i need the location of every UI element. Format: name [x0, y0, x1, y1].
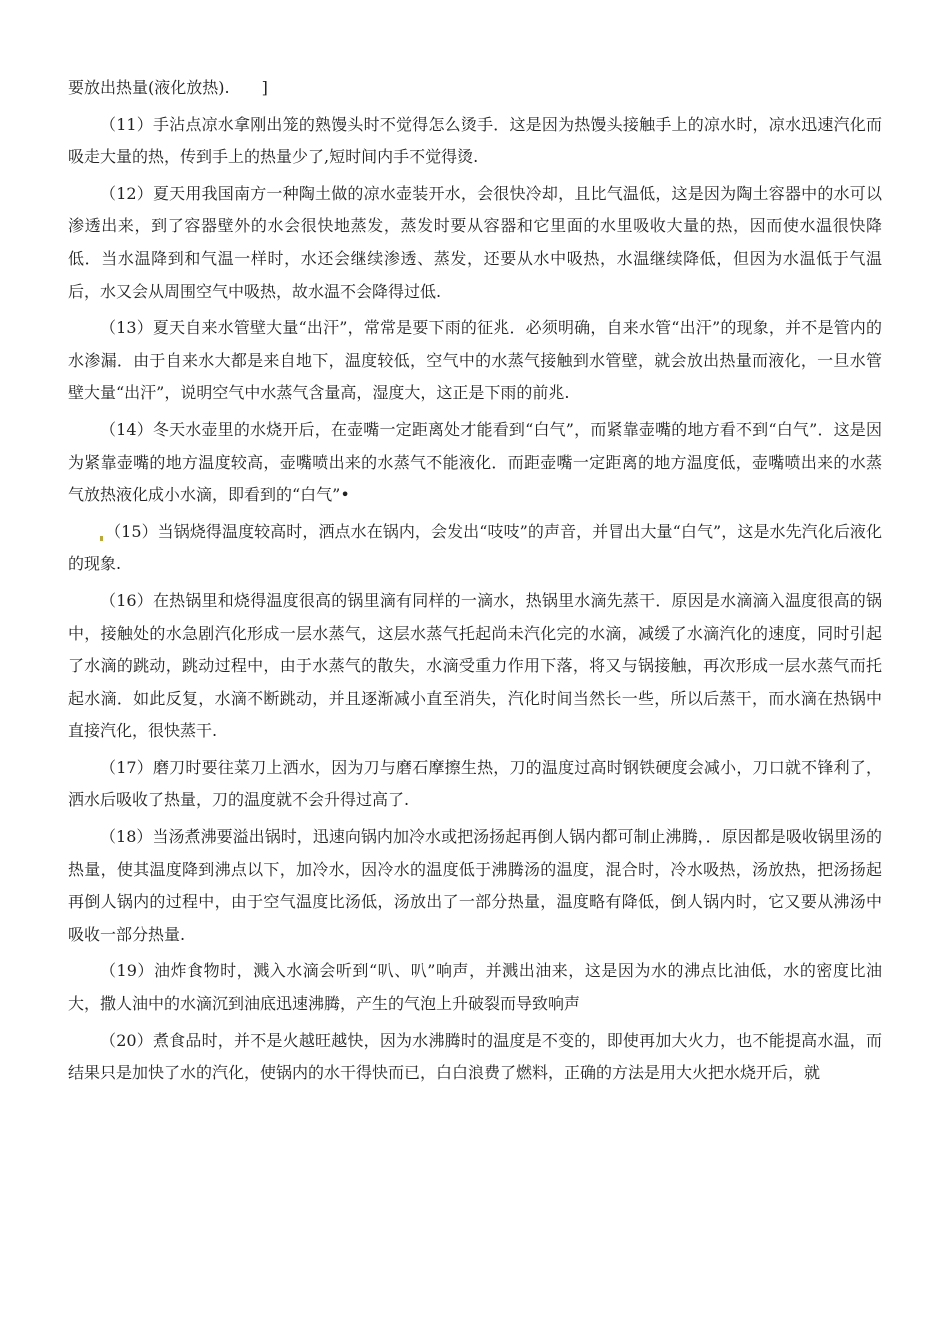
paragraph-18: （18）当汤煮沸要溢出锅时，迅速向锅内加冷水或把汤扬起再倒人锅内都可制止沸腾，．原因都是吸收锅里汤的热量，使其温度降到沸点以下，加冷水，因冷水的温度低于沸腾汤的温度，混合时，冷水吸热，汤放热，把汤扬起再倒人锅内的过程中，由于空气温度比汤低，汤放出了一部分热量，温度略有降低，倒人锅内时，它又要从沸汤中吸收一部分热量. [68, 827, 882, 944]
paragraph-13: （13）夏天自来水管壁大量“出汗”，常常是要下雨的征兆．必须明确，自来水管“出汗”的现象，并不是管内的水渗漏．由于自来水大都是来自地下，温度较低，空气中的水蒸气接触到水管壁，就会放出热量而液化，一旦水管壁大量“出汗”，说明空气中水蒸气含量高，湿度大，这正是下雨的前兆. [68, 318, 882, 403]
document-page [68, 72, 882, 1094]
paragraph-16: （16）在热锅里和烧得温度很高的锅里滴有同样的一滴水，热锅里水滴先蒸干．原因是水滴滴入温度很高的锅中，接触处的水急剧汽化形成一层水蒸气，这层水蒸气托起尚未汽化完的水滴，减缓了水滴汽化的速度，同时引起了水滴的跳动，跳动过程中，由于水蒸气的散失，水滴受重力作用下落，将又与锅接触，再次形成一层水蒸气而托起水滴．如此反复，水滴不断跳动，并且逐渐减小直至消失，汽化时间当然长一些，所以后蒸干，而水滴在热锅中直接汽化，很快蒸干. [68, 590, 882, 741]
paragraph-20: （20）煮食品时，并不是火越旺越快，因为水沸腾时的温度是不变的，即使再加大火力，也不能提高水温，而结果只是加快了水的汽化，使锅内的水干得快而已，白白浪费了燃料，正确的方法是用大火把水烧开后，就 [68, 1030, 882, 1083]
annotation-mark [100, 536, 103, 541]
paragraph-12: （12）夏天用我国南方一种陶土做的凉水壶装开水，会很快冷却，且比气温低，这是因为陶土容器中的水可以渗透出来，到了容器壁外的水会很快地蒸发，蒸发时要从容器和它里面的水里吸收大量的热，因而使水温很快降低．当水温降到和气温一样时，水还会继续渗透、蒸发，还要从水中吸热，水温继续降低，但因为水温低于气温后，水又会从周围空气中吸热，故水温不会降得过低. [68, 183, 882, 301]
paragraph-14: （14）冬天水壶里的水烧开后，在壶嘴一定距离处才能看到“白气”，而紧靠壶嘴的地方看不到“白气”．这是因为紧靠壶嘴的地方温度较高，壶嘴喷出来的水蒸气不能液化．而距壶嘴一定距离的地方温度低，壶嘴喷出来的水蒸气放热液化成小水滴，即看到的“白气”• [68, 419, 882, 505]
paragraph-15 [68, 516, 882, 581]
paragraph-15-text: （15）当锅烧得温度较高时，洒点水在锅内，会发出“吱吱”的声音，并冒出大量“白气”，这是水先汽化后液化的现象. [68, 521, 882, 574]
paragraph-19: （19）油炸食物时，溅入水滴会听到“叭、叭”响声，并溅出油来，这是因为水的沸点比油低，水的密度比油大，撒人油中的水滴沉到油底迅速沸腾，产生的气泡上升破裂而导致响声 [68, 961, 882, 1014]
paragraph-11: （11）手沾点凉水拿刚出笼的熟馒头时不觉得怎么烫手．这是因为热馒头接触手上的凉水时，凉水迅速汽化而吸走大量的热，传到手上的热量少了,短时间内手不觉得烫. [68, 114, 882, 167]
paragraph-17: （17）磨刀时要往菜刀上洒水，因为刀与磨石摩擦生热，刀的温度过高时钢铁硬度会减小，刀口就不锋利了，洒水后吸收了热量，刀的温度就不会升得过高了. [68, 757, 882, 810]
paragraph-10-tail: 要放出热量(液化放热). ] [68, 78, 268, 97]
